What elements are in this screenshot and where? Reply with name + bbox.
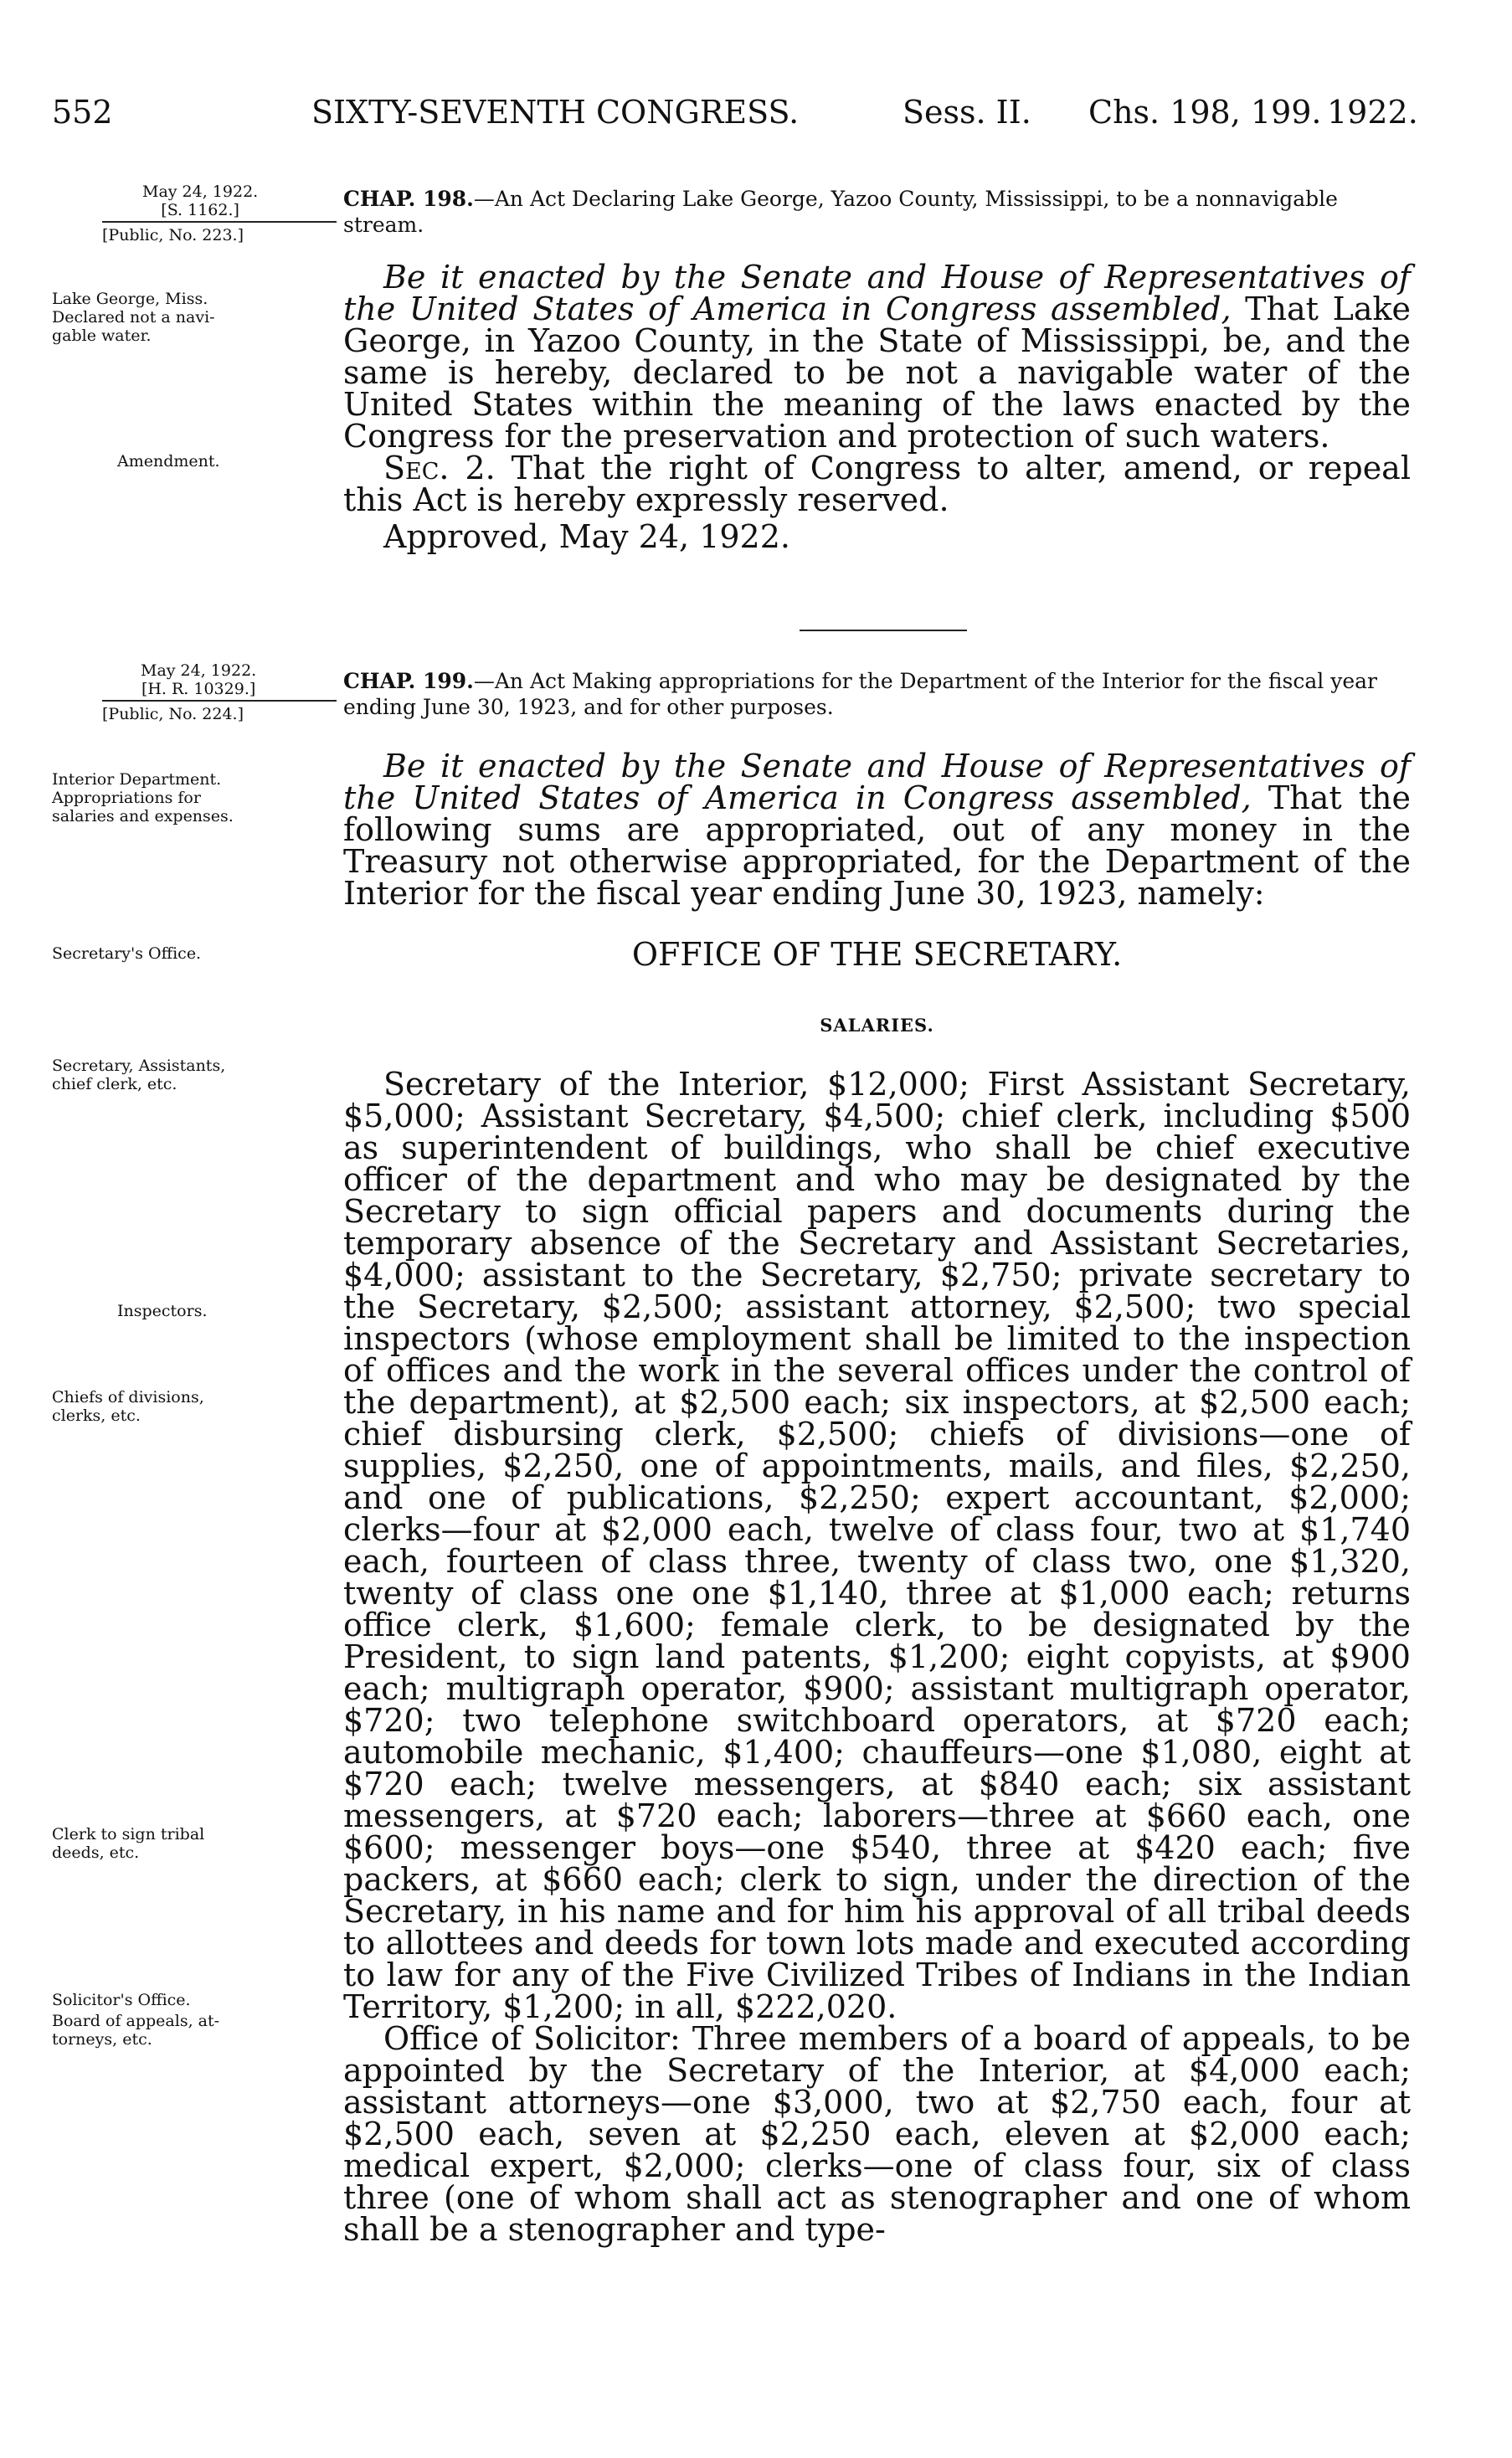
sidenote-line: Appropriations for (52, 789, 201, 807)
chap199-margin-dates (141, 661, 256, 698)
enacting-formula: Be it enacted by the Senate and House of Representatives of the United States of America in Congress assembled, (343, 748, 1411, 816)
chapters-label: Chs. 198, 199. (1088, 94, 1322, 131)
chap198-body (343, 261, 1411, 553)
chap198-section-2 (343, 452, 1411, 516)
chap199-title (343, 668, 1411, 720)
chap198-margin-dates (142, 183, 258, 219)
chap199-enacting-clause (343, 748, 1411, 912)
enacting-text: That Lake George, in Yazoo County, in the State of Mississippi, be, and the same is hereby, declared to be not a navigable water of the United States within the meaning of the laws enacted by the Congress for the preservation and protection of such waters. (343, 291, 1411, 455)
chap198-date: May 24, 1922. (142, 183, 259, 201)
chap199-margin-rule (102, 700, 337, 702)
chap198-public-number: [Public, No. 223.] (102, 226, 244, 244)
sidenote-line: gable water. (52, 327, 152, 345)
running-title: SIXTY-SEVENTH CONGRESS. (311, 94, 800, 131)
sidenote-line: deeds, etc. (52, 1844, 140, 1862)
enacting-formula: Be it enacted by the Senate and House of Representatives of the United States of America in Congress assembled, (343, 259, 1411, 327)
salaries-paragraph: Secretary of the Interior, $12,000; First Assistant Secretary, $5,000; Assistant Secretary, $4,500; chief clerk, including $500 as superintendent of buildings, who shall be chief executive officer of the department and who may be designated by the Secretary to sign official papers and documents during the temporary absence of the Secretary and Assistant Secretaries, $4,000; assistant to the Secretary, $2,750; private secretary to the Secretary, $2,500; assistant attorney, $2,500; two special inspectors (whose employment shall be limited to the inspection of offices and the work in the several offices under the control of the department), at $2,500 each; six inspectors, at $2,500 each; chief disbursing clerk, $2,500; chiefs of divisions—one of supplies, $2,250, one of appointments, mails, and files, $2,250, and one of publications, $2,250; expert accountant, $2,000; clerks—four at $2,000 each, twelve of class four, two at $1,740 each, fourteen of class three, twenty of class two, one $1,320, twenty of class one one $1,140, three at $1,000 each; returns office clerk, $1,600; female clerk, to be designated by the President, to sign land patents, $1,200; eight copyists, at $900 each; multigraph operator, $900; assistant multigraph operator, $720; two telephone switchboard operators, at $720 each; automobile mechanic, $1,400; chauffeurs—one $1,080, eight at $720 each; twelve messengers, at $840 each; six assistant messengers, at $720 each; laborers—three at $660 each, one $600; messenger boys—one $540, three at $420 each; five packers, at $660 each; clerk to sign, under the direction of the Secretary, in his name and for him his approval of all tribal deeds to allottees and deeds for town lots made and executed according to law for any of the Five Civilized Tribes of Indians in the Indian Territory, $1,200; in all, $222,020. (343, 1066, 1411, 2025)
sidenote-solicitor-office: Solicitor's Office. (52, 1991, 191, 2009)
section-label: Sec. 2. (383, 450, 496, 486)
sidenote-clerk-tribal-deeds (52, 1825, 204, 1862)
chap198-sidenote-lake-george (52, 290, 215, 345)
sidenote-line: Interior Department. (52, 770, 222, 789)
chap199-public-number: [Public, No. 224.] (102, 705, 244, 723)
chapter-divider (800, 630, 967, 631)
sidenote-line: chief clerk, etc. (52, 1075, 177, 1093)
sidenote-line: salaries and expenses. (52, 807, 234, 825)
sidenote-line: Board of appeals, at- (52, 2012, 220, 2030)
sidenote-line: Declared not a navi- (52, 308, 215, 327)
enacting-text: That the following sums are appropriated, out of any money in the Treasury not otherwise appropriated, for the Department of the Interior for the fiscal year ending June 30, 1923, namely: (343, 779, 1411, 912)
chap198-title-text: —An Act Declaring Lake George, Yazoo County, Mississippi, to be a nonnavigable stream. (343, 187, 1338, 237)
header-year: 1922. (1327, 94, 1418, 131)
sidenote-secretary-assistants (52, 1057, 225, 1093)
sidenote-secretary-office: Secretary's Office. (52, 944, 202, 963)
sidenote-chiefs-of-divisions (52, 1388, 204, 1425)
section-text: That the right of Congress to alter, amend, or repeal this Act is hereby expressly reserved. (343, 450, 1411, 518)
section-heading: OFFICE OF THE SECRETARY. (631, 936, 1123, 973)
chap198-margin-rule (102, 221, 337, 223)
chap198-title-label: CHAP. 198. (343, 187, 474, 211)
chap198-approved: Approved, May 24, 1922. (383, 518, 790, 555)
chap198-enacting-clause (343, 259, 1411, 455)
sidenote-line: Chiefs of divisions, (52, 1388, 204, 1406)
sidenote-inspectors: Inspectors. (117, 1302, 208, 1320)
sidenote-line: Secretary, Assistants, (52, 1057, 226, 1075)
sidenote-line: Lake George, Miss. (52, 290, 208, 308)
chap199-title-label: CHAP. 199. (343, 669, 474, 693)
chap199-date: May 24, 1922. (141, 661, 257, 680)
chap199-salaries-body (343, 1066, 1411, 2248)
chap198-title (343, 186, 1411, 238)
solicitor-paragraph: Office of Solicitor: Three members of a board of appeals, to be appointed by the Secretary of the Interior, at $4,000 each; assistant attorneys—one $3,000, two at $2,750 each, four at $2,500 each, seven at $2,250 each, eleven at $2,000 each; medical expert, $2,000; clerks—one of class four, six of class three (one of whom shall act as stenographer and one of whom shall be a stenographer and type- (343, 2020, 1411, 2248)
sidenote-line: Clerk to sign tribal (52, 1825, 205, 1844)
chap199-title-text: —An Act Making appropriations for the Department of the Interior for the fiscal year ending June 30, 1923, and for other purposes. (343, 669, 1377, 719)
session-label: Sess. II. (903, 94, 1031, 131)
subheading-salaries: SALARIES. (820, 1015, 934, 1036)
chap199-sidenote-interior (52, 770, 234, 825)
chap198-bill-number: [S. 1162.] (161, 201, 239, 219)
chap199-bill-number: [H. R. 10329.] (141, 680, 256, 698)
page-number: 552 (52, 94, 113, 131)
sidenote-board-of-appeals (52, 2012, 219, 2049)
sidenote-line: torneys, etc. (52, 2030, 152, 2049)
sidenote-line: clerks, etc. (52, 1406, 141, 1425)
chap198-sidenote-amendment: Amendment. (117, 452, 220, 471)
